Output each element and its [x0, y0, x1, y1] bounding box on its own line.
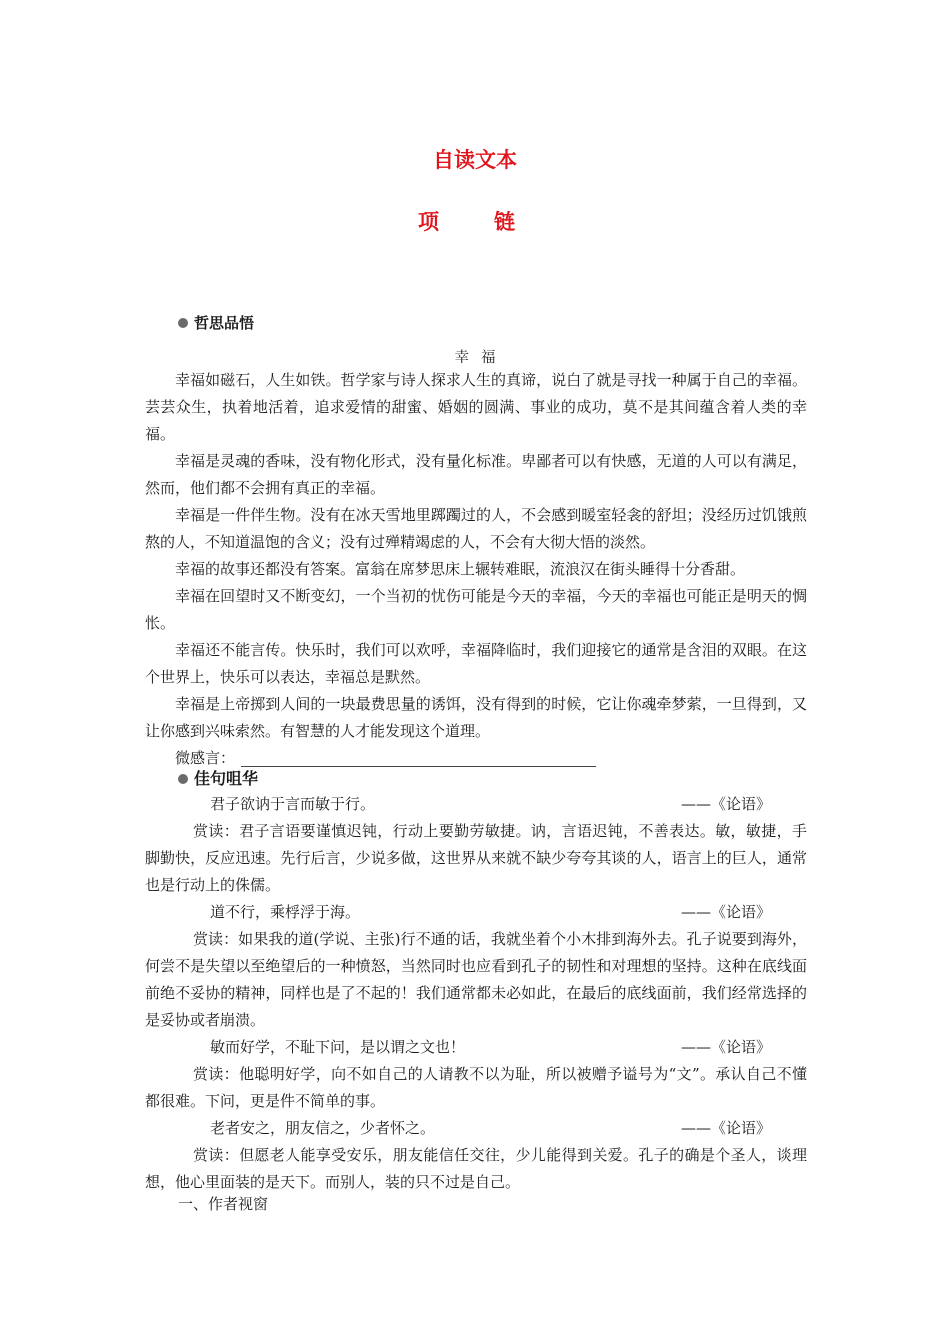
quote-commentary: 赏读：但愿老人能享受安乐，朋友能信任交往，少儿能得到关爱。孔子的确是个圣人，谈理想，他心里面装的是天下。而别人，装的只不过是自己。: [145, 1146, 807, 1191]
quote-line: [145, 791, 807, 818]
quote-text: 老者安之，朋友信之，少者怀之。: [210, 1119, 436, 1137]
quote-commentary: 赏读：他聪明好学，向不如自己的人请教不以为耻，所以被赠予谥号为“文”。承认自己不懂都很难。下问，更是件不简单的事。: [145, 1065, 807, 1110]
document-title: 自读文本: [433, 148, 517, 172]
quote-text: 敏而好学，不耻下问，是以谓之文也！: [210, 1038, 466, 1056]
quote-line: [145, 899, 807, 926]
essay-body: [145, 367, 807, 772]
quote-line: [145, 1034, 807, 1061]
bullet-icon: [178, 774, 188, 784]
quote-line: [145, 1115, 807, 1142]
quotes-body: [145, 791, 807, 1196]
essay-paragraph: 幸福在回望时又不断变幻，一个当初的忧伤可能是今天的幸福，今天的幸福也可能正是明天的惆怅。: [145, 587, 807, 632]
quote-commentary: 赏读：君子言语要谨慎迟钝，行动上要勤劳敏捷。讷，言语迟钝，不善表达。敏，敏捷，手脚勤快，反应迅速。先行后言，少说多做，这世界从来就不缺少夸夸其谈的人，语言上的巨人，通常也是行动上的侏儒。: [145, 822, 807, 894]
quote-text: 道不行，乘桴浮于海。: [210, 903, 361, 921]
quote-commentary: 赏读：如果我的道(学说、主张)行不通的话，我就坐着个小木排到海外去。孔子说要到海外，何尝不是失望以至绝望后的一种愤怒，当然同时也应看到孔子的韧性和对理想的坚持。这种在底线面前绝不妥协的精神，同样也是了不起的！我们通常都未必如此，在最后的底线面前，我们经常选择的是妥协或者崩溃。: [145, 930, 807, 1029]
bullet-icon: [178, 318, 188, 328]
micro-comment-label: 微感言：: [175, 749, 236, 767]
section-heading-text: 哲思品悟: [194, 314, 255, 332]
quote-source: ——《论语》: [680, 903, 771, 921]
essay-paragraph: 幸福是灵魂的香味，没有物化形式，没有量化标准。卑鄙者可以有快感，无道的人可以有满足，然而，他们都不会拥有真正的幸福。: [145, 452, 807, 497]
essay-paragraph: 幸福是一件伴生物。没有在冰天雪地里踯躅过的人，不会感到暖室轻衾的舒坦；没经历过饥饿煎熬的人，不知道温饱的含义；没有过殚精竭虑的人，不会有大彻大悟的淡然。: [145, 506, 807, 551]
essay-paragraph: 幸福如磁石，人生如铁。哲学家与诗人探求人生的真谛，说白了就是寻找一种属于自己的幸福。芸芸众生，执着地活着，追求爱情的甜蜜、婚姻的圆满、事业的成功，莫不是其间蕴含着人类的幸福。: [145, 371, 807, 443]
quote-source: ——《论语》: [680, 1119, 771, 1137]
quote-source: ——《论语》: [680, 795, 771, 813]
text-title: 项 链: [418, 210, 532, 234]
section-heading-quotes: [178, 766, 258, 789]
section-author-window: 一、作者视窗: [178, 1195, 269, 1213]
essay-title: 幸福: [454, 350, 508, 366]
quote-source: ——《论语》: [680, 1038, 771, 1056]
section-heading-text: 佳句咀华: [194, 769, 259, 788]
section-heading-reflection: [178, 312, 254, 333]
essay-paragraph: 幸福是上帝掷到人间的一块最费思量的诱饵，没有得到的时候，它让你魂牵梦萦，一旦得到，又让你感到兴味索然。有智慧的人才能发现这个道理。: [145, 695, 807, 740]
essay-paragraph: 幸福还不能言传。快乐时，我们可以欢呼，幸福降临时，我们迎接它的通常是含泪的双眼。在这个世界上，快乐可以表达，幸福总是默然。: [145, 641, 807, 686]
essay-paragraph: 幸福的故事还都没有答案。富翁在席梦思床上辗转难眠，流浪汉在街头睡得十分香甜。: [175, 560, 746, 578]
quote-text: 君子欲讷于言而敏于行。: [210, 795, 376, 813]
micro-comment-blank[interactable]: [241, 766, 596, 767]
